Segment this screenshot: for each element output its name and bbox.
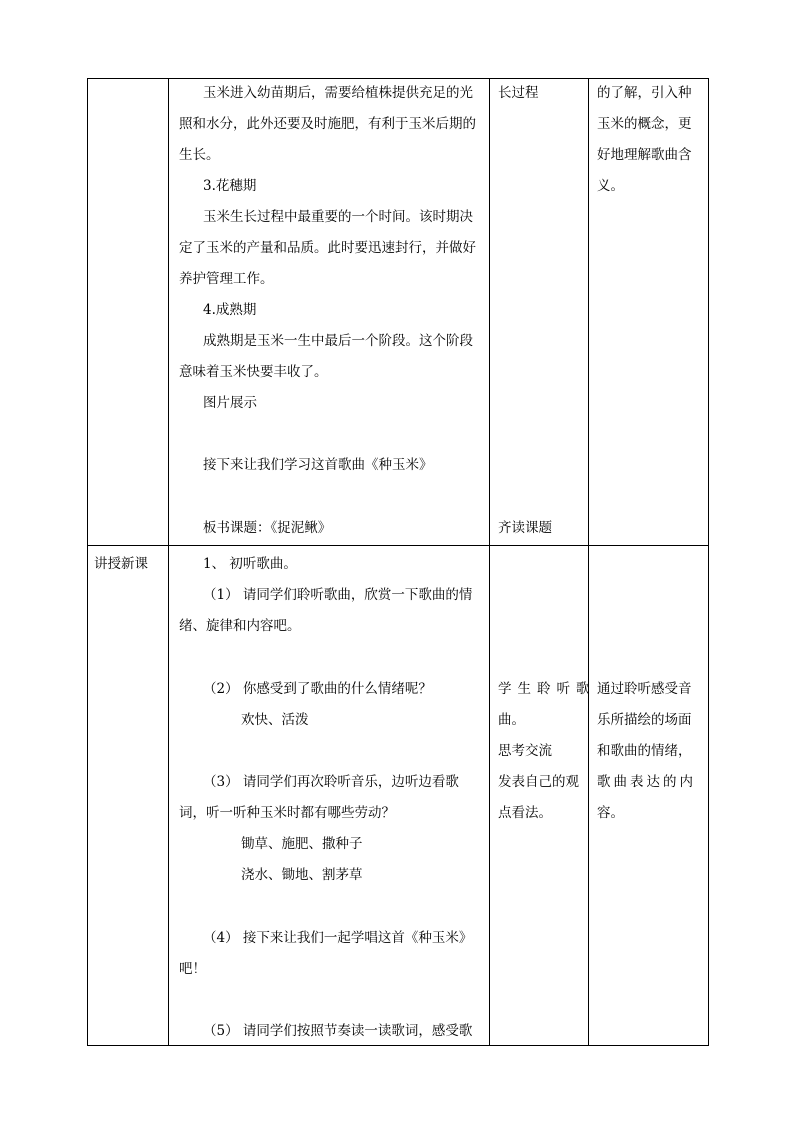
design-intent-cell [589, 546, 709, 1046]
content-line: 意味着玉米快要丰收了。 [179, 364, 328, 380]
content-line: 养护管理工作。 [179, 271, 274, 287]
content-line: 图片展示 [203, 395, 257, 411]
content-line: 玉米生长过程中最重要的一个时间。该时期决 [203, 209, 473, 225]
content-line: （4） 接下来让我们一起学唱这首《种玉米》 [203, 930, 473, 946]
student-line: 齐读课题 [498, 520, 552, 536]
intent-line: 玉米的概念，更 [597, 116, 692, 132]
student-line: 思考交流 [498, 743, 552, 759]
table-row-continued [88, 79, 709, 546]
table-row-teaching [88, 546, 709, 1046]
section-cell [88, 546, 169, 1046]
content-line: （5） 请同学们按照节奏读一读歌词，感受歌 [203, 1023, 473, 1039]
intent-line: 通过聆听感受音 [597, 681, 692, 697]
intent-line: 容。 [597, 805, 624, 821]
content-line: 生长。 [179, 147, 220, 163]
intent-line: 好地理解歌曲含 [597, 147, 692, 163]
teaching-content-cell [169, 546, 490, 1046]
intent-line: 乐所描绘的场面 [597, 712, 692, 728]
board-title: 板书课题：《捉泥鳅》 [203, 520, 332, 536]
lesson-plan-table [87, 78, 709, 1046]
student-line: 发表自己的观 [498, 774, 579, 790]
content-line: 照和水分，此外还要及时施肥，有利于玉米后期的 [179, 116, 476, 132]
content-answer: 锄草、施肥、撒种子 [241, 836, 363, 852]
content-answer: 欢快、活泼 [241, 712, 309, 728]
teaching-content-cell [169, 79, 490, 546]
content-heading: 1、 初听歌曲。 [203, 556, 297, 572]
student-activity-cell [490, 79, 589, 546]
intent-line: 和歌曲的情绪， [597, 743, 692, 759]
content-line: （1） 请同学们聆听歌曲，欣赏一下歌曲的情 [203, 587, 473, 603]
content-heading: 3.花穗期 [203, 178, 257, 194]
content-line: 玉米进入幼苗期后，需要给植株提供充足的光 [203, 85, 473, 101]
content-line: 定了玉米的产量和品质。此时要迅速封行，并做好 [179, 240, 476, 256]
student-line: 点看法。 [498, 805, 552, 821]
content-line: 接下来让我们学习这首歌曲《种玉米》 [203, 457, 433, 473]
student-line: 学生聆听歌 [498, 681, 596, 697]
content-line: （2） 你感受到了歌曲的什么情绪呢？ [203, 681, 432, 697]
content-line: 绪、旋律和内容吧。 [179, 618, 301, 634]
content-answer: 浇水、锄地、割茅草 [241, 867, 363, 883]
content-line: 词，听一听种玉米时都有哪些劳动？ [179, 805, 395, 821]
content-line: （3） 请同学们再次聆听音乐，边听边看歌 [203, 774, 459, 790]
intent-line: 歌曲表达的内 [597, 774, 696, 790]
student-line: 曲。 [498, 712, 525, 728]
intent-line: 的了解，引入种 [597, 85, 692, 101]
content-line: 吧！ [179, 961, 206, 977]
content-heading: 4.成熟期 [203, 302, 257, 318]
section-label: 讲授新课 [94, 556, 148, 572]
student-line: 长过程 [498, 85, 539, 101]
design-intent-cell [589, 79, 709, 546]
section-cell-empty [88, 79, 169, 546]
content-line: 成熟期是玉米一生中最后一个阶段。这个阶段 [203, 333, 473, 349]
intent-line: 义。 [597, 178, 624, 194]
student-activity-cell [490, 546, 596, 1046]
